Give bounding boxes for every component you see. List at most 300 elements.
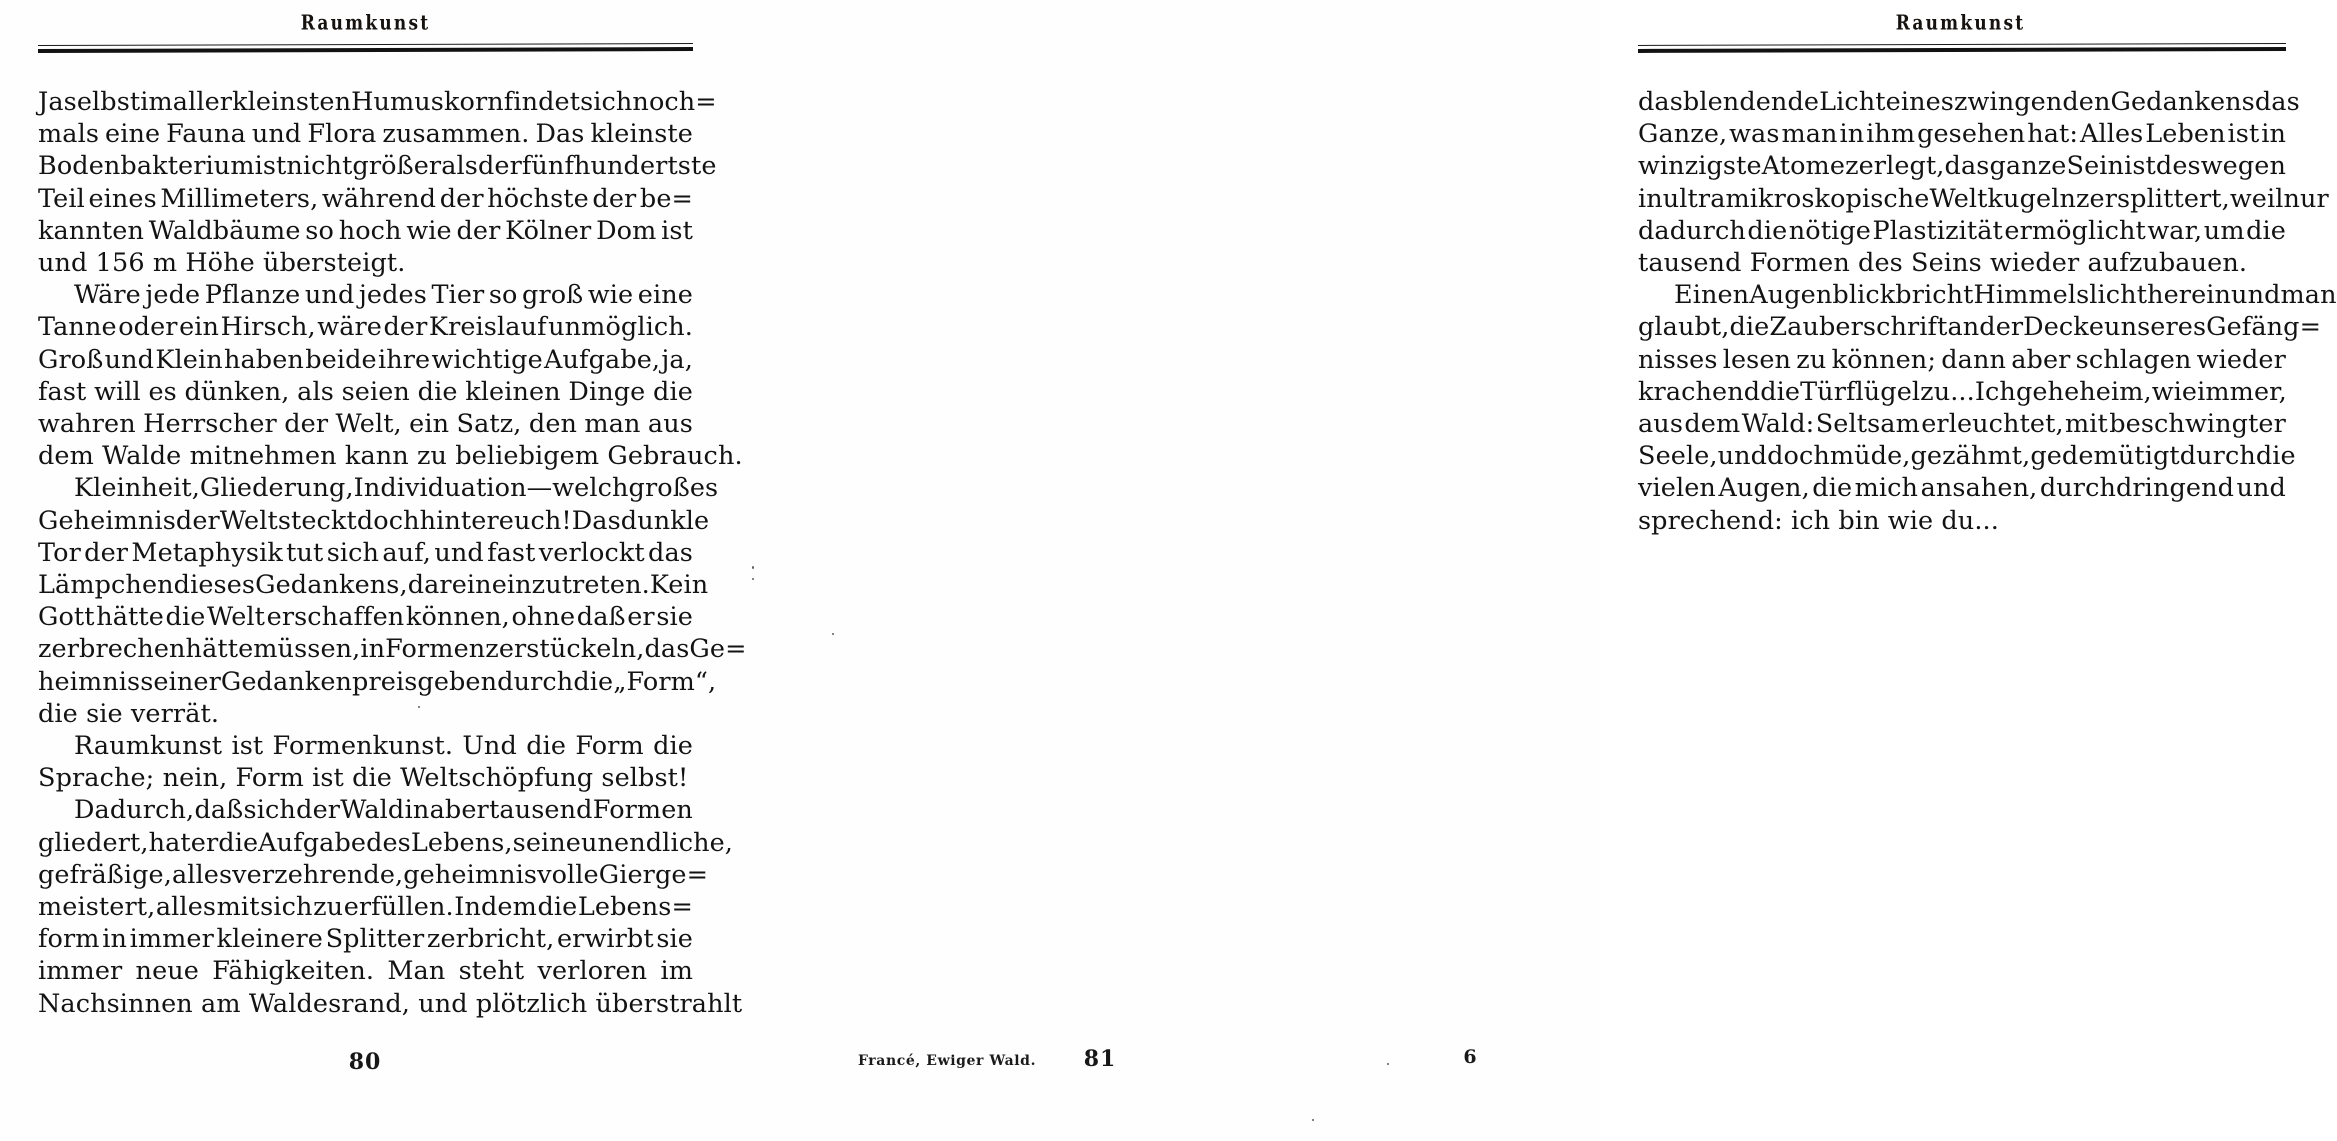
word: — <box>526 473 553 504</box>
word: die <box>653 731 693 762</box>
word: unmöglich. <box>548 312 693 343</box>
word: Satz, <box>456 409 522 440</box>
paragraph <box>38 279 743 472</box>
word: der <box>1979 312 2024 343</box>
word: das <box>2254 87 2300 117</box>
header-rule-thick <box>1638 47 2286 53</box>
folio-left: 80 <box>348 1049 382 1075</box>
text-line: sprechend: ich bin wie du... <box>1638 505 1999 536</box>
word: meistert, <box>38 892 156 923</box>
word: gehe <box>2015 376 2080 407</box>
word: die <box>526 731 567 762</box>
text-line <box>38 118 693 150</box>
text-line: tausend Formen des Seins wieder aufzubauen. <box>1638 248 2248 279</box>
text-line <box>1638 118 2286 150</box>
word: kannten <box>38 215 144 246</box>
word: das <box>1638 87 1683 117</box>
word: dunkle <box>620 505 710 536</box>
word: nur <box>2283 183 2329 214</box>
word: ist <box>254 151 287 182</box>
scan-speck <box>752 578 754 580</box>
word: zu <box>313 892 344 923</box>
word: Gedanken <box>220 666 353 697</box>
word: Himmelslicht <box>1973 280 2148 311</box>
text-line <box>38 279 693 311</box>
word: so <box>488 280 518 311</box>
word: herein <box>2147 280 2232 311</box>
word: Zauberschrift <box>1769 312 1948 343</box>
word: schlagen <box>2075 344 2192 375</box>
word: Wald: <box>1741 409 1815 440</box>
word: beide <box>305 344 377 375</box>
word: die <box>537 892 578 923</box>
word: ge= <box>654 859 709 890</box>
word: seiner <box>140 666 221 697</box>
word: ansahen, <box>1920 473 2038 504</box>
word: tut <box>286 537 324 568</box>
text-line <box>38 827 733 859</box>
word: weil <box>2229 183 2284 214</box>
word: Pflanze <box>204 280 301 311</box>
word: Tor <box>38 537 81 568</box>
word: in <box>1839 119 1865 150</box>
header-rule-thin <box>38 43 693 46</box>
scan-speck <box>418 706 420 708</box>
word: der <box>84 537 129 568</box>
word: mit <box>2065 409 2108 440</box>
word: was <box>1729 119 1780 150</box>
word: Individuation <box>353 473 527 504</box>
text-line: dem Walde mitnehmen kann zu beliebigem Gebrauch. <box>38 441 743 472</box>
word: be= <box>639 183 693 214</box>
word: Welt <box>219 505 278 536</box>
word: Alles <box>2079 119 2144 150</box>
word: Aufgabe <box>258 827 367 858</box>
word: Raumkunst <box>74 731 223 762</box>
text-line: die sie verrät. <box>38 698 220 729</box>
word: form <box>38 924 100 955</box>
word: in <box>1638 183 1663 214</box>
word: er <box>190 827 219 858</box>
right-page <box>790 0 2337 1141</box>
word: dadurch <box>1638 215 1746 246</box>
word: im <box>660 956 693 987</box>
word: das <box>644 634 690 665</box>
word: als <box>441 151 478 182</box>
word: doch <box>1767 441 1830 472</box>
word: Seltsam <box>1815 409 1920 440</box>
word: Teil <box>38 183 85 214</box>
word: vielen <box>1638 473 1716 504</box>
word: Das <box>571 505 621 536</box>
word: immer <box>38 956 123 987</box>
paragraph <box>1638 86 2329 279</box>
word: euch! <box>498 505 572 536</box>
header-rule-left <box>38 44 693 52</box>
word: wahren <box>38 409 136 440</box>
word: Form <box>575 731 644 762</box>
word: dieses <box>173 570 256 601</box>
word: müssen, <box>253 634 361 665</box>
word: Leben <box>2145 119 2226 150</box>
word: ein <box>409 409 450 440</box>
word: man <box>584 409 641 440</box>
word: bricht <box>1895 280 1974 311</box>
word: die <box>1812 473 1853 504</box>
word: Formen <box>385 634 486 665</box>
word: Bodenbakterium <box>38 151 255 182</box>
word: Lebens, <box>410 827 513 858</box>
word: Formen <box>592 795 693 826</box>
word: Fähigkeiten. <box>212 956 375 987</box>
word: immer <box>129 924 214 955</box>
text-line <box>1638 376 2286 408</box>
word: zwingenden <box>1953 87 2111 117</box>
word: im <box>140 87 173 117</box>
text-line <box>38 537 693 569</box>
text-line <box>38 86 717 118</box>
word: und <box>1717 441 1768 472</box>
word: jede <box>145 280 201 311</box>
word: Lämpchen <box>38 570 174 601</box>
word: hätte <box>185 634 254 665</box>
word: hat <box>148 827 191 858</box>
word: Dinge <box>568 376 646 407</box>
word: erwirbt <box>556 924 654 955</box>
word: es <box>148 376 177 407</box>
word: eine <box>637 280 693 311</box>
text-line: Sprache; nein, Form ist die Weltschöpfung selbst! <box>38 763 689 794</box>
word: hoch <box>338 215 402 246</box>
word: so <box>305 215 334 246</box>
word: kleinere <box>216 924 323 955</box>
word: Millimeters, <box>160 183 319 214</box>
word: Formenkunst. <box>272 731 454 762</box>
word: der <box>439 183 484 214</box>
word: während <box>321 183 437 214</box>
word: durch <box>2179 441 2256 472</box>
word: an <box>1947 312 1980 343</box>
paragraph <box>38 730 693 794</box>
word: deswegen <box>2155 151 2286 182</box>
word: steckt <box>277 505 357 536</box>
word: und <box>104 344 155 375</box>
word: allerkleinsten <box>172 87 352 117</box>
word: Lebens= <box>577 892 693 923</box>
word: noch= <box>632 87 717 117</box>
word: Ja <box>38 87 64 117</box>
word: die <box>417 376 458 407</box>
word: lesen <box>1722 344 1792 375</box>
text-line <box>38 730 693 762</box>
text-line <box>1638 472 2286 504</box>
word: das <box>1944 151 1990 182</box>
word: sich <box>243 795 296 826</box>
text-line <box>38 215 693 247</box>
word: Augen, <box>1718 473 1810 504</box>
folio-right: 81 <box>1083 1046 1117 1072</box>
word: immer, <box>2197 376 2287 407</box>
word: großes <box>628 473 719 504</box>
word: kleinste <box>590 119 693 150</box>
word: Aufgabe, <box>544 344 661 375</box>
word: der <box>592 183 637 214</box>
text-line <box>38 505 710 537</box>
word: blendende <box>1682 87 1820 117</box>
word: verzehrende, <box>232 859 404 890</box>
word: die <box>1729 312 1770 343</box>
word: Man <box>387 956 446 987</box>
word: oder <box>118 312 178 343</box>
word: darein <box>407 570 492 601</box>
word: Fauna <box>166 119 246 150</box>
text-line <box>38 311 693 343</box>
word: auf, <box>382 537 432 568</box>
word: dünken, <box>184 376 290 407</box>
text-line <box>38 376 693 408</box>
paragraph <box>38 794 743 1019</box>
word: Klein <box>155 344 223 375</box>
text-line <box>38 666 717 698</box>
word: der <box>383 312 428 343</box>
word: gliedert, <box>38 827 149 858</box>
text-line <box>38 344 693 376</box>
word: Gefäng= <box>2206 312 2322 343</box>
text-line <box>38 408 693 440</box>
word: und <box>2231 280 2281 311</box>
word: krachend <box>1638 376 1761 407</box>
word: Licht <box>1819 87 1886 117</box>
text-line <box>38 150 717 182</box>
word: alles <box>155 892 217 923</box>
word: nicht <box>286 151 353 182</box>
word: Sein <box>2066 151 2125 182</box>
word: Ich <box>1974 376 2016 407</box>
word: und <box>2236 473 2286 504</box>
word: durchdringend <box>2039 473 2235 504</box>
word: sich <box>580 87 633 117</box>
word: zu <box>1796 344 1827 375</box>
word: unendliche, <box>581 827 733 858</box>
book-signature-line: Francé, Ewiger Wald. <box>858 1053 1037 1069</box>
word: Gier <box>598 859 655 890</box>
word: mit <box>216 892 260 923</box>
word: war, <box>2147 215 2203 246</box>
word: und <box>251 119 302 150</box>
paragraph <box>38 86 717 279</box>
word: die <box>2255 441 2296 472</box>
word: und <box>304 280 355 311</box>
word: tausend <box>489 795 593 826</box>
word: ist <box>231 731 264 762</box>
word: nisses <box>1638 344 1718 375</box>
word: Ge= <box>689 634 747 665</box>
word: Welt <box>207 602 266 633</box>
word: heimnis <box>38 666 141 697</box>
word: die <box>1760 376 1801 407</box>
word: ultramikroskopische <box>1662 183 1930 214</box>
left-page <box>0 0 790 1141</box>
text-line <box>38 923 693 955</box>
word: in <box>404 795 430 826</box>
word: ermöglicht <box>2004 215 2146 246</box>
word: geheimnisvolle <box>403 859 599 890</box>
text-line: und 156 m Höhe übersteigt. <box>38 248 406 279</box>
word: ihm <box>1866 119 1916 150</box>
word: gesehen <box>1917 119 2026 150</box>
word: haben <box>223 344 304 375</box>
word: welch <box>552 473 629 504</box>
word: ist <box>2124 151 2156 182</box>
word: Kölner <box>505 215 592 246</box>
word: Kein <box>649 570 709 601</box>
paragraph <box>38 472 747 730</box>
scan-speck <box>1312 1119 1314 1121</box>
word: Gedankens <box>2110 87 2255 117</box>
word: eines <box>1885 87 1954 117</box>
word: wieder <box>2196 344 2286 375</box>
word: die <box>218 827 259 858</box>
text-line <box>1638 150 2286 182</box>
header-rule-thick <box>38 47 693 53</box>
word: Welt, <box>335 409 402 440</box>
text-line <box>38 955 693 987</box>
text-line <box>38 633 747 665</box>
word: den <box>528 409 578 440</box>
header-rule-right <box>1638 44 2286 52</box>
word: will <box>94 376 141 407</box>
text-line <box>38 569 709 601</box>
word: hätte <box>96 602 164 633</box>
text-line: Nachsinnen am Waldesrand, und plötzlich überstrahlt <box>38 988 743 1019</box>
left-text-column <box>38 86 747 1020</box>
word: Gedankens, <box>255 570 408 601</box>
word: er <box>627 602 655 633</box>
word: können; <box>1831 344 1937 375</box>
word: in <box>360 634 386 665</box>
word: Wald <box>340 795 405 826</box>
word: mals <box>38 119 100 150</box>
word: höchste <box>487 183 589 214</box>
word: Weltkugeln <box>1929 183 2076 214</box>
text-line <box>1638 86 2300 118</box>
word: selbst <box>63 87 141 117</box>
text-line <box>1638 311 2322 343</box>
word: in <box>102 924 127 955</box>
word: ist <box>661 215 693 246</box>
word: Plastizität <box>1872 215 2003 246</box>
word: ist <box>2227 119 2260 150</box>
word: fast <box>487 537 536 568</box>
word: nötige <box>1788 215 1871 246</box>
word: seine <box>512 827 581 858</box>
word: mich <box>1854 473 1919 504</box>
word: Humuskorn <box>351 87 504 117</box>
word: zu... <box>1920 376 1975 407</box>
word: man <box>2280 280 2337 311</box>
word: wie <box>587 280 634 311</box>
word: Gliederung, <box>199 473 354 504</box>
word: sie <box>656 602 693 633</box>
word: neue <box>135 956 199 987</box>
word: Tier <box>431 280 485 311</box>
word: Herrscher <box>143 409 277 440</box>
word: ohne <box>511 602 576 633</box>
word: verlockt <box>538 537 645 568</box>
running-head-left: Raumkunst <box>300 12 431 36</box>
word: Splitter <box>325 924 425 955</box>
word: eines <box>88 183 157 214</box>
paragraph <box>1638 279 2337 537</box>
sheet-signature-number: 6 <box>1463 1046 1477 1068</box>
word: zersplittert, <box>2075 183 2230 214</box>
word: Atome <box>1761 151 1846 182</box>
word: jedes <box>358 280 427 311</box>
text-line <box>1638 408 2286 440</box>
word: unseres <box>2104 312 2207 343</box>
word: gefräßige, <box>38 859 172 890</box>
text-line <box>38 183 693 215</box>
word: zerbrechen <box>38 634 186 665</box>
text-line <box>1638 215 2286 247</box>
word: steht <box>458 956 525 987</box>
word: fünfhundertste <box>521 151 717 182</box>
text-line <box>38 859 709 891</box>
word: der <box>175 505 220 536</box>
word: wie <box>406 215 452 246</box>
word: durch <box>497 666 574 697</box>
scan-speck <box>1387 1063 1389 1065</box>
word: um <box>2203 215 2245 246</box>
header-rule-thin <box>1638 43 2286 46</box>
word: zusammen. <box>382 119 530 150</box>
text-line <box>1638 440 2296 472</box>
word: erleuchtet, <box>1921 409 2064 440</box>
word: hinter <box>419 505 499 536</box>
word: die <box>2246 215 2286 246</box>
word: die <box>653 376 693 407</box>
word: Indem <box>454 892 537 923</box>
word: glaubt, <box>1638 312 1730 343</box>
word: zerlegt, <box>1845 151 1945 182</box>
word: Dom <box>596 215 657 246</box>
word: Groß <box>38 344 104 375</box>
word: Waldbäume <box>148 215 301 246</box>
word: aber <box>429 795 489 826</box>
word: Gott <box>38 602 95 633</box>
word: beschwingter <box>2109 409 2286 440</box>
word: Augenblick <box>1749 280 1896 311</box>
word: Hirsch, <box>220 312 316 343</box>
right-text-column <box>1638 86 2337 537</box>
word: in <box>2261 119 2286 150</box>
word: Einen <box>1674 280 1750 311</box>
word: hat: <box>2027 119 2079 150</box>
text-line <box>1638 344 2286 376</box>
word: der <box>296 795 341 826</box>
scan-speck <box>752 566 754 569</box>
word: wäre <box>317 312 382 343</box>
text-line <box>38 891 693 923</box>
word: Kreislauf <box>428 312 547 343</box>
word: und <box>434 537 484 568</box>
word: der <box>284 409 329 440</box>
word: eine <box>105 119 161 150</box>
running-head-right: Raumkunst <box>1895 12 2026 36</box>
text-line <box>38 794 693 826</box>
word: einzutreten. <box>491 570 650 601</box>
word: wichtige <box>431 344 543 375</box>
